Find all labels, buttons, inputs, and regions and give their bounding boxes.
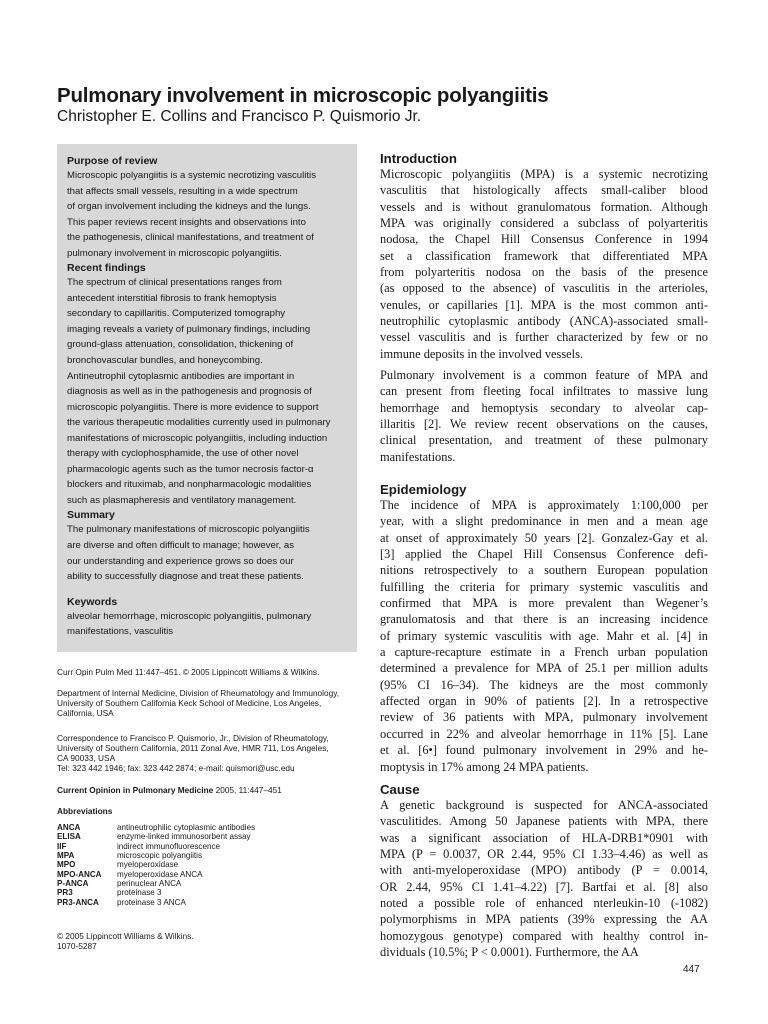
abbreviation-definition: myeloperoxidase	[117, 860, 179, 870]
text-line: (95% CI 16–34). The kidneys are the most commonly	[380, 677, 708, 692]
journal-name: Current Opinion in Pulmonary Medicine	[57, 785, 214, 795]
text-line: (as opposed to the absence) of vasculitis in the arterioles,	[380, 281, 708, 296]
text-line: A genetic background is suspected for ANCA-associated	[380, 798, 708, 812]
epidemiology-heading: Epidemiology	[380, 482, 467, 497]
abbreviation-definition: proteinase 3 ANCA	[117, 897, 186, 907]
text-line: determined a prevalence for MPA of 25.1 per million adults	[380, 661, 708, 676]
journal-issue: 2005, 11:447–451	[213, 785, 282, 795]
findings-heading: Recent findings	[67, 262, 146, 275]
text-line: vasculitides. Among 50 Japanese patients with MPA, there	[380, 814, 708, 829]
text-line: nitions retrospectively to a southern European population	[380, 563, 708, 578]
abbreviation-term: ELISA	[57, 832, 81, 842]
cause-paragraph	[380, 797, 708, 960]
abbreviation-row	[57, 832, 255, 841]
text-line: MPA (P = 0.0037, OR 2.44, 95% CI 1.33–4.46) as well as	[380, 847, 708, 862]
abbreviation-row	[57, 898, 255, 907]
affiliation: Department of Internal Medicine, Division of Rheumatology and Immunology, University of Southern California Keck School of Medicine, Los Angeles, California, USA	[57, 688, 340, 719]
text-line: vessels and is without granulomatous formation. Although	[380, 199, 708, 214]
text-line: confirmed that MPA is more prevalent than Wegener’s	[380, 596, 708, 611]
text-line: [3] applied the Chapel Hill Consensus Conference defi-	[380, 547, 708, 562]
text-line: at onset of approximately 50 years [2]. Gonzalez-Gay et al.	[380, 530, 708, 545]
abbreviation-term: PR3	[57, 888, 73, 898]
abbreviations-list	[57, 823, 255, 907]
text-line: affected organ in 90% of patients [2]. In a retrospective	[380, 694, 708, 709]
text-line: noted a possible role of enhanced nterleukin-10 (-1082)	[380, 896, 708, 911]
abbreviation-row	[57, 879, 255, 888]
text-line: fulfilling the criteria for primary systemic vasculitis and	[380, 579, 708, 594]
abbreviation-definition: indirect immunofluorescence	[117, 841, 221, 851]
abbreviation-term: PR3-ANCA	[57, 897, 99, 907]
text-line: vessel vasculitis and is further characterized by few or no	[380, 330, 708, 345]
abbreviation-definition: perinuclear ANCA	[117, 879, 182, 889]
text-line: The incidence of MPA is approximately 1:100,000 per	[380, 498, 708, 512]
article-authors: Christopher E. Collins and Francisco P. Quismorio Jr.	[57, 108, 422, 125]
text-line: granulomatosis and that there is an increasing incidence	[380, 612, 708, 627]
text-line: review of 36 patients with MPA, pulmonary involvement	[380, 710, 708, 725]
text-line: illaritis [2]. We review recent observations on the causes,	[380, 417, 708, 432]
text-line: venules, or capillaries [1]. MPA is the most common anti-	[380, 297, 708, 312]
text-line: year, with a slight predominance in men and a mean age	[380, 514, 708, 529]
text-line: manifestations.	[380, 449, 456, 464]
keywords-heading: Keywords	[67, 595, 118, 608]
text-line: MPA was originally considered a subclass of polyarteritis	[380, 216, 708, 231]
text-line: dividuals (10.5%; P < 0.0001). Furthermore, the AA	[380, 945, 639, 960]
abstract-box	[57, 144, 357, 652]
text-line: moptysis in 17% among 24 MPA patients.	[380, 759, 589, 774]
text-line: vasculitis that histologically affects small-caliber blood	[380, 183, 708, 198]
abbreviation-row	[57, 888, 255, 897]
citation-line: Curr Opin Pulm Med 11:447–451. © 2005 Lippincott Williams & Wilkins.	[57, 667, 320, 677]
findings-text: The spectrum of clinical presentations ranges from antecedent interstitial fibrosis to frank hemoptysis secondary to capillaritis. Computerized tomography imaging reveals a variety of pulmonary findings, including ground-glass attenuation, consolidation, thickening of bronchovascular bundles, and honeycombing. Antineutrophil cytoplasmic antibodies are important in diagnosis as well as in the pathogenesis and prognosis of microscopic polyangiitis. There is more evidence to support the various therapeutic modalities currently used in pulmonary manifestations of microscopic polyangiitis, including induction therapy with cyclophosphamide, the use of other novel pharmacologic agents such as the tumor necrosis factor-α blockers and rituximab, and nonpharmacologic modalities such as plasmapheresis and ventilatory management.	[67, 277, 331, 506]
text-line: hemorrhage and hemoptysis secondary to alveolar cap-	[380, 400, 708, 415]
text-line: with anti-myeloperoxidase (MPO) antibody (P = 0.0014,	[380, 863, 708, 878]
abbreviation-term: MPA	[57, 851, 75, 861]
abbreviation-definition: antineutrophilic cytoplasmic antibodies	[117, 823, 256, 832]
abbreviation-term: MPO-ANCA	[57, 869, 102, 879]
text-line: et al. [6•] found pulmonary involvement in 29% and he-	[380, 743, 708, 758]
introduction-paragraph-2	[380, 367, 708, 465]
abbreviation-row	[57, 851, 255, 860]
text-line: from polyarteritis nodosa on the basis of the presence	[380, 265, 708, 280]
abbreviation-row	[57, 842, 255, 851]
text-line: was a significant association of HLA-DRB1*0901 with	[380, 830, 708, 845]
journal-reference	[57, 785, 357, 795]
text-line: nodosa, the Chapel Hill Consensus Conference in 1994	[380, 232, 708, 247]
abbreviation-term: P-ANCA	[57, 879, 89, 889]
text-line: occurred in 22% and alveolar hemorrhage in 11% [5]. Lane	[380, 726, 708, 741]
text-line: Pulmonary involvement is a common feature of MPA and	[380, 368, 708, 382]
text-line: immune deposits in the involved vessels.	[380, 346, 584, 361]
text-line: neutrophilic cytoplasmic antibody (ANCA)-associated small-	[380, 314, 708, 329]
abbreviation-definition: proteinase 3	[117, 888, 162, 898]
page-number: 447	[683, 964, 700, 975]
purpose-heading: Purpose of review	[67, 155, 158, 167]
abbreviation-row	[57, 870, 255, 879]
summary-text: The pulmonary manifestations of microscopic polyangiitis are diverse and often difficult to manage; however, as our understanding and experience grows so does our ability to successfully diagnose and treat these patients.	[67, 524, 310, 583]
introduction-paragraph-1	[380, 166, 708, 362]
correspondence: Correspondence to Francisco P. Quismorio, Jr., Division of Rheumatology, University of Southern California, 2011 Zonal Ave, HMR 711, Los Angeles, CA 90033, USA Tel: 323 442 1946; fax: 323 442 2874; e-mail: quismori@usc.edu	[57, 733, 329, 774]
article-title: Pulmonary involvement in microscopic polyangiitis	[57, 84, 549, 107]
text-line: OR 2.44, 95% CI 1.41–4.22) [7]. Bartfai et al. [8] also	[380, 879, 708, 894]
abbreviation-definition: myeloperoxidase ANCA	[117, 869, 203, 879]
purpose-text: Microscopic polyangiitis is a systemic necrotizing vasculitis that affects small vessels, resulting in a wide spectrum of organ involvement including the kidneys and the lungs. This paper reviews recent insights and observations into the pathogenesis, clinical manifestations, and treatment of pulmonary involvement in microscopic polyangiitis.	[67, 170, 316, 259]
cause-heading: Cause	[380, 782, 420, 797]
text-line: can present from fleeting focal infiltrates to massive lung	[380, 384, 708, 399]
introduction-heading: Introduction	[380, 151, 457, 166]
text-line: Microscopic polyangiitis (MPA) is a systemic necrotizing	[380, 167, 708, 181]
text-line: set a classification framework that differentiated MPA	[380, 248, 708, 263]
abbreviation-row	[57, 823, 255, 832]
abbreviation-definition: microscopic polyangiitis	[117, 851, 203, 861]
abbreviation-definition: enzyme-linked immunosorbent assay	[117, 832, 251, 842]
copyright-notice: © 2005 Lippincott Williams & Wilkins. 1070-5287	[57, 931, 194, 952]
text-line: polymorphisms in MPA patients (39% expressing the AA	[380, 912, 708, 927]
text-line: a capture-recapture estimate in a French urban population	[380, 645, 708, 660]
abbreviation-term: IIF	[57, 841, 67, 851]
abbreviation-term: ANCA	[57, 823, 81, 832]
epidemiology-paragraph	[380, 497, 708, 775]
keywords-text: alveolar hemorrhage, microscopic polyangiitis, pulmonary manifestations, vasculitis	[67, 610, 312, 638]
text-line: of primary systemic vasculitis with age. Mahr et al. [4] in	[380, 628, 708, 643]
summary-heading: Summary	[67, 509, 115, 522]
abbreviation-term: MPO	[57, 860, 76, 870]
text-line: homozygous genotype) compared with healthy control in-	[380, 928, 708, 943]
abbreviations-heading: Abbreviations	[57, 806, 113, 816]
abbreviation-row	[57, 860, 255, 869]
text-line: clinical presentation, and treatment of these pulmonary	[380, 433, 708, 448]
